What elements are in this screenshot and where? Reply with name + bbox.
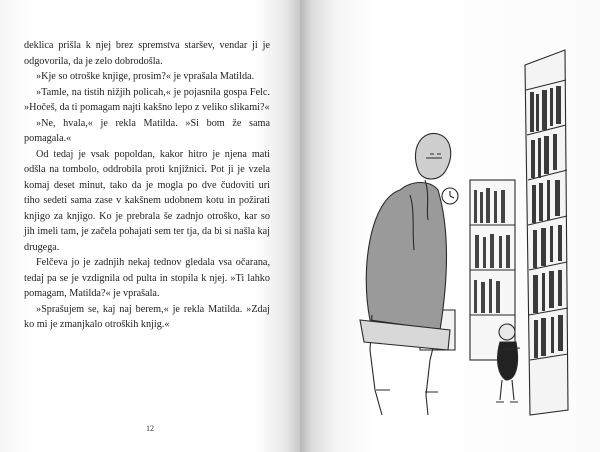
paragraph: »Tamle, na tistih nižjih policah,« je pojasnila gospa Felc. »Hočeš, da ti pomagam najti kakšno lepo z veliko slikami?«: [24, 86, 270, 113]
paragraph: »Sprašujem se, kaj naj berem,« je rekla Matilda. »Zdaj ko mi je zmanjkalo otroških knjig.«: [24, 303, 270, 330]
library-illustration: [330, 30, 570, 420]
paragraph: Od tedaj je vsak popoldan, kakor hitro je njena mati odšla na tombolo, oddrobila proti knjižnici. Pot ji je vzela komaj deset minut, tako da je mogla po dve čudoviti uri tiho sedeti sama zase v kakšnem udobnem kotu in požirati knjigo za knjigo. Ko je prebrala še zadnjo otroško, kar so jih imeli tam, je začela pohajati sem ter tja, da bi si našla kaj drugega.: [24, 148, 270, 253]
matilda-figure: [496, 324, 520, 402]
paragraph: »Kje so otroške knjige, prosim?« je vprašala Matilda.: [36, 71, 255, 82]
paragraph: deklica prišla k njej brez spremstva staršev, vendar ji je odgovorila, da je zelo dobrodošla.: [24, 40, 270, 67]
librarian-figure: [360, 133, 451, 415]
paragraph: »Ne, hvala,« je rekla Matilda. »Si bom že sama pomagala.«: [24, 117, 270, 144]
bookcase-right: [525, 50, 568, 415]
paragraph: Felčeva jo je zadnjih nekaj tednov gledala vsa očarana, tedaj pa se je vzdignila od pulta in stopila k njej. »Ti lahko pomagam, Matilda?« je vprašala.: [24, 257, 270, 299]
page-number: 12: [146, 424, 154, 433]
body-text: [24, 38, 270, 333]
